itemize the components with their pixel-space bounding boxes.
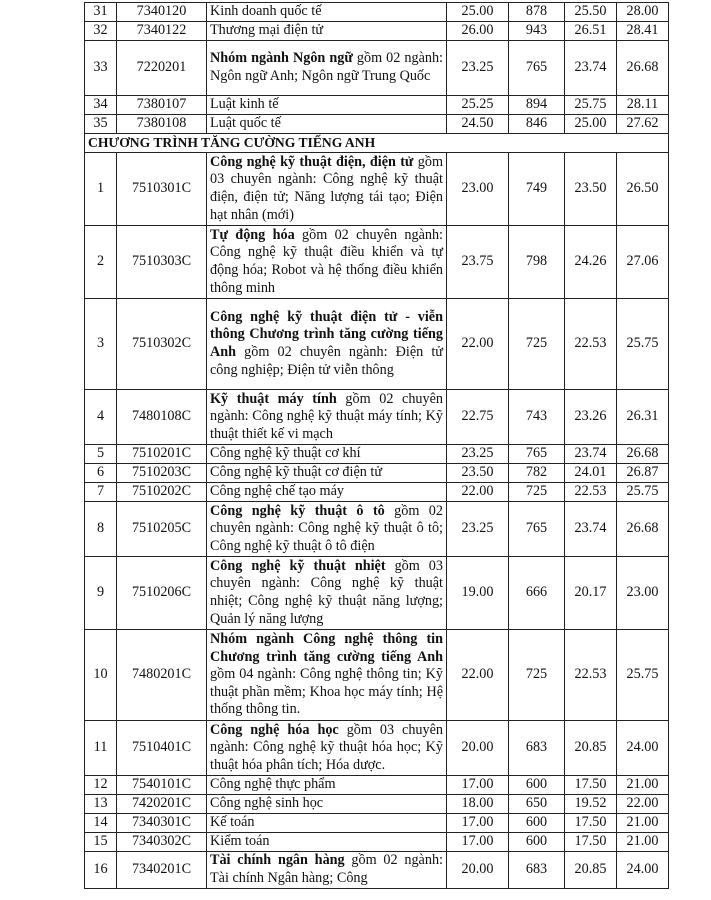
score-dgnl: 765 [509, 445, 565, 464]
table-row [85, 22, 669, 41]
score-col4: 24.00 [617, 852, 669, 889]
program-name-detail: Công nghệ kỹ thuật cơ khí [210, 445, 361, 462]
table-row [85, 390, 669, 445]
program-code: 7510202C [117, 483, 207, 502]
program-name-detail: Công nghệ sinh học [210, 795, 324, 812]
program-name [207, 557, 447, 630]
score-thpt: 22.75 [447, 390, 509, 445]
program-name [207, 445, 447, 464]
table-row [85, 502, 669, 557]
score-col3: 20.85 [565, 852, 617, 889]
row-number: 2 [85, 226, 117, 299]
row-number: 10 [85, 630, 117, 721]
row-number: 6 [85, 464, 117, 483]
table-row [85, 795, 669, 814]
program-code: 7510301C [117, 153, 207, 226]
program-name-detail: gồm 02 chuyên ngành: Công nghệ kỹ thuật máy tính; Kỹ thuật thiết kế vi mạch [210, 390, 443, 442]
program-name-detail: Công nghệ chế tạo máy [210, 483, 344, 500]
score-thpt: 22.00 [447, 630, 509, 721]
score-col3: 23.26 [565, 390, 617, 445]
score-col3: 22.53 [565, 483, 617, 502]
score-col4: 26.68 [617, 502, 669, 557]
score-thpt: 23.25 [447, 445, 509, 464]
score-dgnl: 749 [509, 153, 565, 226]
program-name-bold: Kỹ thuật máy tính [210, 390, 337, 407]
score-col4: 26.31 [617, 390, 669, 445]
program-name-detail: Thương mại điện tử [210, 22, 324, 39]
program-name-detail: Luật kinh tế [210, 96, 279, 113]
score-col4: 26.68 [617, 445, 669, 464]
row-number: 35 [85, 115, 117, 134]
score-dgnl: 765 [509, 41, 565, 96]
program-code: 7340120 [117, 3, 207, 22]
program-name-detail: gồm 02 chuyên ngành: Công nghệ kỹ thuật ô tô; Công nghệ kỹ thuật ô tô điện [210, 502, 443, 554]
program-name-detail: gồm 02 ngành: Tài chính Ngân hàng; Công [210, 852, 443, 886]
program-name-bold: Công nghệ hóa học [210, 721, 339, 738]
row-number: 34 [85, 96, 117, 115]
score-col4: 21.00 [617, 833, 669, 852]
score-dgnl: 782 [509, 464, 565, 483]
table-row [85, 814, 669, 833]
row-number: 8 [85, 502, 117, 557]
score-thpt: 17.00 [447, 776, 509, 795]
program-name-bold: Công nghệ kỹ thuật ô tô [210, 502, 385, 519]
score-col3: 20.17 [565, 557, 617, 630]
program-name-bold: Nhóm ngành Công nghệ thông tin Chương trình tăng cường tiếng Anh [210, 631, 443, 665]
score-thpt: 22.00 [447, 483, 509, 502]
score-col4: 28.41 [617, 22, 669, 41]
program-name-detail: gồm 04 ngành: Công nghệ thông tin; Kỹ thuật phần mềm; Khoa học máy tính; Hệ thống thông tin. [210, 666, 443, 718]
row-number: 1 [85, 153, 117, 226]
score-col3: 20.85 [565, 721, 617, 776]
score-thpt: 26.00 [447, 22, 509, 41]
program-name [207, 776, 447, 795]
row-number: 14 [85, 814, 117, 833]
score-dgnl: 600 [509, 814, 565, 833]
table-row [85, 464, 669, 483]
score-col4: 26.87 [617, 464, 669, 483]
score-col3: 23.74 [565, 502, 617, 557]
table-row [85, 557, 669, 630]
score-col4: 22.00 [617, 795, 669, 814]
table-body [85, 3, 669, 889]
table-row [85, 299, 669, 390]
score-col3: 17.50 [565, 776, 617, 795]
table-row [85, 721, 669, 776]
score-col3: 25.75 [565, 96, 617, 115]
score-dgnl: 798 [509, 226, 565, 299]
row-number: 33 [85, 41, 117, 96]
table-row [85, 96, 669, 115]
program-name [207, 390, 447, 445]
score-col4: 25.75 [617, 630, 669, 721]
program-name [207, 502, 447, 557]
row-number: 5 [85, 445, 117, 464]
score-col4: 23.00 [617, 557, 669, 630]
score-col3: 17.50 [565, 833, 617, 852]
table-row [85, 115, 669, 134]
row-number: 11 [85, 721, 117, 776]
program-code: 7480201C [117, 630, 207, 721]
program-code: 7340122 [117, 22, 207, 41]
score-col3: 26.51 [565, 22, 617, 41]
program-name [207, 3, 447, 22]
table-row [85, 153, 669, 226]
score-col4: 25.75 [617, 483, 669, 502]
program-name [207, 814, 447, 833]
score-dgnl: 743 [509, 390, 565, 445]
score-dgnl: 683 [509, 721, 565, 776]
score-dgnl: 725 [509, 299, 565, 390]
score-dgnl: 725 [509, 630, 565, 721]
score-thpt: 20.00 [447, 721, 509, 776]
admission-score-table [84, 2, 669, 889]
score-thpt: 19.00 [447, 557, 509, 630]
program-name [207, 630, 447, 721]
score-col3: 19.52 [565, 795, 617, 814]
score-col4: 27.06 [617, 226, 669, 299]
program-name-detail: Kinh doanh quốc tế [210, 3, 322, 20]
score-col3: 25.00 [565, 115, 617, 134]
score-col4: 21.00 [617, 776, 669, 795]
program-name-detail: gồm 03 chuyên ngành: Công nghệ kỹ thuật nhiệt; Công nghệ kỹ thuật năng lượng; Quản lý năng lượng [210, 557, 443, 627]
program-code: 7420201C [117, 795, 207, 814]
score-dgnl: 725 [509, 483, 565, 502]
score-dgnl: 650 [509, 795, 565, 814]
score-dgnl: 600 [509, 833, 565, 852]
program-code: 7510206C [117, 557, 207, 630]
program-name-bold: Công nghệ kỹ thuật điện tử - viễn thông Chương trình tăng cường tiếng Anh [210, 308, 443, 360]
row-number: 13 [85, 795, 117, 814]
score-thpt: 25.25 [447, 96, 509, 115]
score-thpt: 17.00 [447, 814, 509, 833]
row-number: 4 [85, 390, 117, 445]
score-col4: 26.50 [617, 153, 669, 226]
program-name [207, 721, 447, 776]
program-name [207, 115, 447, 134]
score-col3: 22.53 [565, 630, 617, 721]
program-name-detail: gồm 03 chuyên ngành: Công nghệ kỹ thuật điện, điện tử; Năng lượng tái tạo; Điện hạt nhân (mới) [210, 153, 443, 223]
table-row [85, 852, 669, 889]
score-col3: 22.53 [565, 299, 617, 390]
table-row [85, 41, 669, 96]
score-dgnl: 765 [509, 502, 565, 557]
table-row [85, 226, 669, 299]
score-col3: 17.50 [565, 814, 617, 833]
score-thpt: 23.00 [447, 153, 509, 226]
program-code: 7510302C [117, 299, 207, 390]
table-row [85, 776, 669, 795]
score-col3: 23.50 [565, 153, 617, 226]
score-dgnl: 846 [509, 115, 565, 134]
program-name-bold: Nhóm ngành Ngôn ngữ [210, 50, 353, 67]
program-name-bold: Công nghệ kỹ thuật điện, điện tử [210, 153, 414, 170]
program-code: 7340201C [117, 852, 207, 889]
program-code: 7510205C [117, 502, 207, 557]
program-name-detail: Kế toán [210, 814, 255, 831]
program-name-bold: Tài chính ngân hàng [210, 852, 345, 869]
score-thpt: 23.75 [447, 226, 509, 299]
program-name [207, 96, 447, 115]
score-col3: 24.01 [565, 464, 617, 483]
program-code: 7540101C [117, 776, 207, 795]
score-col3: 25.50 [565, 3, 617, 22]
row-number: 15 [85, 833, 117, 852]
program-code: 7510203C [117, 464, 207, 483]
score-thpt: 23.50 [447, 464, 509, 483]
score-dgnl: 894 [509, 96, 565, 115]
score-thpt: 18.00 [447, 795, 509, 814]
program-code: 7340301C [117, 814, 207, 833]
program-name [207, 795, 447, 814]
score-thpt: 23.25 [447, 41, 509, 96]
section-title: CHƯƠNG TRÌNH TĂNG CƯỜNG TIẾNG ANH [85, 134, 669, 153]
row-number: 16 [85, 852, 117, 889]
program-name-bold: Công nghệ kỹ thuật nhiệt [210, 557, 386, 574]
table-row [85, 630, 669, 721]
row-number: 7 [85, 483, 117, 502]
score-dgnl: 666 [509, 557, 565, 630]
program-name [207, 41, 447, 96]
row-number: 9 [85, 557, 117, 630]
score-thpt: 20.00 [447, 852, 509, 889]
score-col4: 27.62 [617, 115, 669, 134]
score-col4: 28.11 [617, 96, 669, 115]
score-col4: 28.00 [617, 3, 669, 22]
program-name [207, 299, 447, 390]
score-dgnl: 683 [509, 852, 565, 889]
table-row [85, 3, 669, 22]
score-dgnl: 943 [509, 22, 565, 41]
program-name [207, 22, 447, 41]
score-col4: 26.68 [617, 41, 669, 96]
score-thpt: 24.50 [447, 115, 509, 134]
score-thpt: 23.25 [447, 502, 509, 557]
row-number: 32 [85, 22, 117, 41]
program-code: 7380107 [117, 96, 207, 115]
program-name [207, 852, 447, 889]
program-code: 7220201 [117, 41, 207, 96]
score-col4: 21.00 [617, 814, 669, 833]
section-header-row [85, 134, 669, 153]
program-name-detail: gồm 02 ngành: Ngôn ngữ Anh; Ngôn ngữ Trung Quốc [210, 50, 444, 84]
score-col3: 24.26 [565, 226, 617, 299]
program-name-detail: gồm 02 chuyên ngành: Công nghệ kỹ thuật điều khiển và tự động hóa; Robot và hệ thống điều khiển thông minh [210, 226, 443, 296]
score-col4: 24.00 [617, 721, 669, 776]
program-name [207, 483, 447, 502]
program-name-bold: Tự động hóa [210, 226, 295, 243]
score-thpt: 17.00 [447, 833, 509, 852]
program-name-detail: Công nghệ thực phẩm [210, 776, 336, 793]
score-dgnl: 600 [509, 776, 565, 795]
program-name [207, 153, 447, 226]
row-number: 12 [85, 776, 117, 795]
program-code: 7510201C [117, 445, 207, 464]
program-name-detail: gồm 02 chuyên ngành: Điện tử công nghiệp; Điện tử viễn thông [210, 344, 443, 378]
program-name-detail: Công nghệ kỹ thuật cơ điện tử [210, 464, 383, 481]
program-name [207, 464, 447, 483]
score-col3: 23.74 [565, 445, 617, 464]
table-row [85, 483, 669, 502]
score-dgnl: 878 [509, 3, 565, 22]
program-code: 7510303C [117, 226, 207, 299]
program-name-detail: gồm 03 chuyên ngành: Công nghệ kỹ thuật hóa học; Kỹ thuật hóa phân tích; Hóa dược. [210, 721, 443, 773]
program-code: 7510401C [117, 721, 207, 776]
score-thpt: 22.00 [447, 299, 509, 390]
row-number: 3 [85, 299, 117, 390]
program-code: 7340302C [117, 833, 207, 852]
score-col3: 23.74 [565, 41, 617, 96]
row-number: 31 [85, 3, 117, 22]
program-name [207, 226, 447, 299]
program-name [207, 833, 447, 852]
score-thpt: 25.00 [447, 3, 509, 22]
table-row [85, 833, 669, 852]
program-name-detail: Luật quốc tế [210, 115, 281, 132]
program-name-detail: Kiểm toán [210, 833, 270, 850]
program-code: 7380108 [117, 115, 207, 134]
score-col4: 25.75 [617, 299, 669, 390]
table-row [85, 445, 669, 464]
program-code: 7480108C [117, 390, 207, 445]
